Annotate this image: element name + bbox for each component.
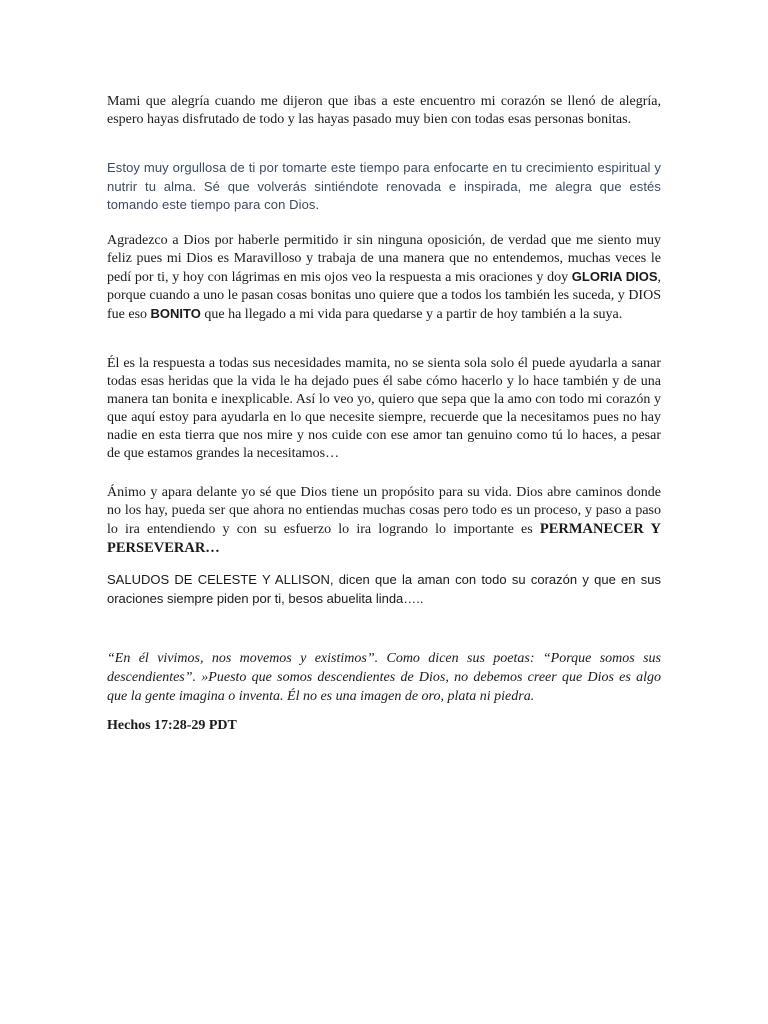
bible-quote: “En él vivimos, nos movemos y existimos”. Como dicen sus poetas: “Porque somos sus descendientes”. »Puesto que somos descendientes de Dios, no debemos creer que Dios es algo que la gente imagina o inventa. Él no es una imagen de oro, plata ni piedra. [107,651,661,704]
paragraph-proud: Estoy muy orgullosa de ti por tomarte este tiempo para enfocarte en tu crecimiento espiritual y nutrir tu alma. Sé que volverás sintiéndote renovada e inspirada, me alegra que estés tomando este tiempo para con Dios. [107,160,661,212]
bible-reference: Hechos 17:28-29 PDT [107,718,237,733]
encouragement-text: Ánimo y apara delante yo sé que Dios tiene un propósito para su vida. Dios abre caminos donde no los hay, pueda ser que ahora no entiendas muchas cosas pero todo es un proceso, y paso a paso lo ira entendiendo y con su esfuerzo lo ira logrando lo importante es [107,485,661,537]
gratitude-text-2: , porque cuando a uno le pasan cosas bonitas uno quiere que a todos los también les suceda, y DIOS fue eso [107,270,661,322]
gloria-dios-bold: GLORIA DIOS [571,269,658,284]
paragraph-greetings-family: SALUDOS DE CELESTE Y ALLISON, dicen que la aman con todo su corazón y que en sus oraciones siempre piden por ti, besos abuelita linda….. [107,572,661,606]
permanecer-bold: PERMANECER Y PERSEVERAR… [107,521,661,556]
paragraph-encouragement [107,484,661,558]
paragraph-answer: Él es la respuesta a todas sus necesidades mamita, no se sienta sola solo él puede ayudarla a sanar todas esas heridas que la vida le ha dejado pues él sabe cómo hacerlo y lo hace también y de una manera tan bonita e inexplicable. Así lo veo yo, quiero que sepa que la amo con todo mi corazón y que aquí estoy para ayudarla en lo que necesite siempre, recuerde que la necesitamos pues no hay nadie en esta tierra que nos mire y nos cuide con ese amor tan genuino como tú lo haces, a pesar de que estamos grandes la necesitamos… [107,356,661,461]
paragraph-greeting: Mami que alegría cuando me dijeron que ibas a este encuentro mi corazón se llenó de alegría, espero hayas disfrutado de todo y las hayas pasado muy bien con todas esas personas bonitas. [107,94,661,127]
paragraph-gratitude [107,232,661,324]
bonito-bold: BONITO [150,306,201,321]
gratitude-text-1: Agradezco a Dios por haberle permitido ir sin ninguna oposición, de verdad que me siento muy feliz pues mi Dios es Maravilloso y trabaja de una manera que no entendemos, muchas veces le pedí por ti, y hoy con lágrimas en mis ojos veo la respuesta a mis oraciones y doy [107,233,661,285]
gratitude-text-3: que ha llegado a mi vida para quedarse y a partir de hoy también a la suya. [200,307,623,322]
